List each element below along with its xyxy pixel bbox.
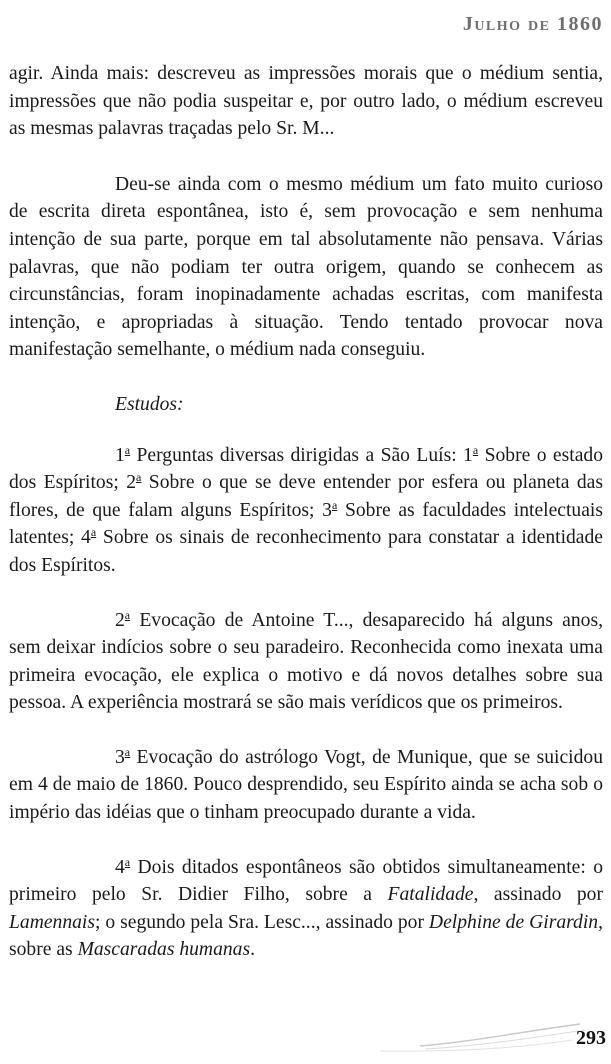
item-text: ; o segundo pela Sra. Lesc..., assinado por [95, 911, 429, 933]
italic-author: Delphine de Girardin [428, 911, 599, 933]
item-text: Perguntas diversas dirigidas a São Luís: 1 [130, 444, 473, 466]
ordinal-mark: a [90, 525, 97, 540]
item-number: 4 [115, 856, 125, 878]
item-number: 2 [115, 609, 125, 631]
item-number: 1 [115, 444, 125, 466]
running-header: Julho de 1860 [462, 13, 603, 35]
italic-title: Mascaradas humanas [77, 939, 251, 961]
paragraph-direct-writing: Deu-se ainda com o mesmo médium um fato muito curioso de escrita direta espontânea, isto é, sem provocação e sem nenhuma intenção de sua parte, porque em tal absolutamente não pensava. Várias palavras, que não podiam ter outra origem, quando se conhecem as circunstâncias, foram inopinadamente achadas escritas, com manifesta intenção, e apropriadas à situação. Tendo tentado provocar nova manifestação semelhante, o médium nada conseguiu. [9, 173, 603, 361]
paragraph-continuation: agir. Ainda mais: descreveu as impressões morais que o médium sentia, impressões que não podia suspeitar e, por outro lado, o médium escreveu as mesmas palavras traçadas pelo Sr. M... [9, 63, 603, 140]
ordinal-mark: a [124, 607, 131, 622]
item-text: Dois ditados espontâneos são obtidos simultaneamente: o primeiro pelo Sr. Didier Filho, sobre a [9, 856, 603, 906]
item-text: Sobre as faculdades intelectuais latentes; 4 [9, 499, 603, 549]
item-text: Evocação de Antoine T..., desaparecido há alguns anos, sem deixar indícios sobre o seu paradeiro. Reconhecida como inexata uma primeira evocação, ele explica o motivo e dá novos detalhes sobre sua pessoa. A experiência mostrará se são mais verídicos que os primeiros. [9, 609, 603, 714]
ordinal-mark: a [331, 497, 338, 512]
item-text: . [250, 939, 256, 961]
italic-title: Fatalidade [387, 884, 474, 906]
italic-author: Lamennais [9, 911, 96, 933]
study-item-4 [9, 854, 603, 964]
item-text: Sobre o estado dos Espíritos; 2 [9, 444, 603, 494]
item-text: , sobre as [9, 911, 603, 961]
item-text: Sobre o que se deve entender por esfera ou planeta das flores, de que falam alguns Espíritos; 3 [9, 472, 603, 521]
item-text: , assinado por [473, 884, 604, 906]
section-heading-estudos: Estudos: [115, 393, 184, 415]
ordinal-mark: a [136, 470, 142, 485]
study-item-3 [9, 744, 603, 827]
footer-swoosh-ornament [0, 1018, 611, 1064]
page-number: 293 [576, 1027, 606, 1049]
ordinal-mark: a [472, 442, 479, 457]
item-text: Evocação do astrólogo Vogt, de Munique, que se suicidou em 4 de maio de 1860. Pouco desprendido, seu Espírito ainda se acha sob o império das idéias que o tinham preocupado durante a vida. [9, 746, 603, 824]
page-body [9, 60, 603, 991]
item-text: Sobre os sinais de reconhecimento para constatar a identidade dos Espíritos. [9, 527, 604, 576]
page-footer [0, 1018, 611, 1064]
study-item-1 [9, 442, 603, 580]
ordinal-mark: a [124, 744, 131, 759]
ordinal-mark: a [124, 442, 131, 457]
item-number: 3 [115, 746, 125, 768]
study-item-2 [9, 607, 603, 717]
ordinal-mark: a [124, 854, 131, 869]
